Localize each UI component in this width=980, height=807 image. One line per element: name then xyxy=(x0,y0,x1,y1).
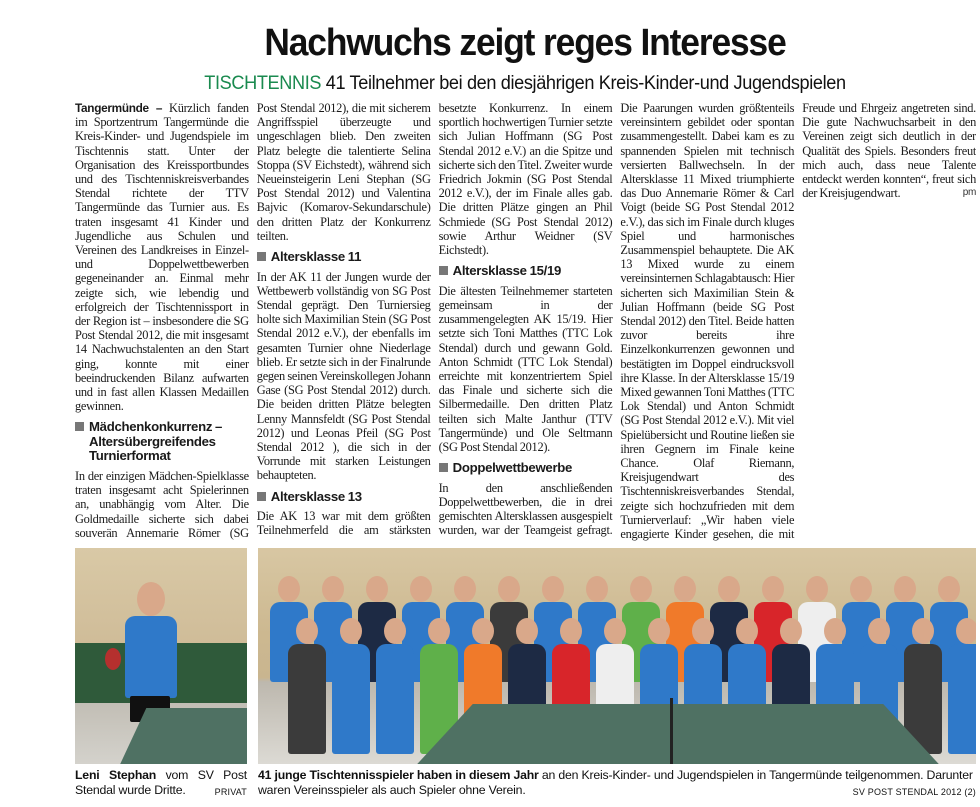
section-heading-text: Altersklasse 15/19 xyxy=(452,263,562,279)
section-heading-text: Altersklasse 11 xyxy=(270,249,362,265)
player-head xyxy=(384,618,406,644)
player-figure xyxy=(288,644,326,754)
section-text: In den anschließenden Doppelwettbewerben, die in drei gemischten Altersklassen ausgespielt wurden, war der Teamgeist gefragt. Die Paarungen wurden größtenteils vereinsintern gebildet oder spontan zusammengestellt. Dabei kam es zu spannenden Spielen mit technisch versierten Ballwechseln. In der Altersklasse 11 Mixed triumphierte das Duo Annemarie Römer & Carl Voigt (beide SG Post Stendal 2012 e.V.), das sich im Finale durch kluges Spiel und harmonisches Zusammenspiel behauptete. Die AK 13 Mixed wurde zu einem vereinsinternen Schlagabtausch: Hier sicherten sich Maximilian Stein & Julian Hoffmann (beide SG Post Stendal 2012) den Titel. Beide hatten zuvor bereits ihre Einzelkonkurrenzen gewonnen und bestätigten im Doppel eindrucksvoll ihre Klasse. In der Altersklasse 15/19 Mixed gewannen Toni Matthes (TTC Lok Stendal) und Anton Schmidt (SG Post Stendal 2012 e.V.). Mit viel Spielübersicht und Routine ließen sie ihren Gegnern im Finale keine Chance. Olaf Riemann, Kreisjugendwart des Tischtenniskreisverbandes Stendal, zeigte sich hochzufrieden mit dem Turnierverlauf: „Wir haben viele engagierte Kinder gesehen, die mit Freude und Ehrgeiz angetreten sind. Die gute Nachwuchsarbeit in den Vereinen zeigt sich deutlich in der Qualität des Spiels. Besonders freut mich auch, dass neue Talente entdeckt werden konnten“, freut sich der Kreisjugendwart. xyxy=(438,101,976,542)
article-body xyxy=(75,101,976,546)
player-head xyxy=(560,618,582,644)
player-head xyxy=(498,576,520,602)
player-head xyxy=(912,618,934,644)
section-paragraph: Die AK 13 war mit dem größten Teilnehmerfeld die am stärksten besetzte Konkurrenz. In einem sportlich hochwertigen Turnier setzte sich Julian Hoffmann (SG Post Stendal 2012 e.V.) an die Spitze und sicherte sich den Titel. Zweiter wurde Friedrich Jokmin (SG Post Stendal 2012 e.V.), der im Finale alles gab. Die dritten Plätze gingen an Phil Schmiede (SG Post Stendal 2012) sowie Arthur Weidner (SV Eichstedt). xyxy=(256,101,613,538)
player-head xyxy=(542,576,564,602)
headline: Nachwuchs zeigt reges Interesse xyxy=(264,22,786,64)
caption-bold: 41 junge Tischtennisspieler haben in diesem Jahr xyxy=(258,768,539,782)
player-figure xyxy=(332,644,370,754)
photo-left-caption xyxy=(75,768,247,800)
section-heading xyxy=(75,420,249,464)
caption-bold: Leni Stephan xyxy=(75,768,157,782)
table-net xyxy=(670,698,673,764)
square-bullet-icon xyxy=(257,252,266,261)
section-heading xyxy=(439,264,613,279)
player-head xyxy=(692,618,714,644)
section-heading-text: Altersklasse 13 xyxy=(270,488,362,504)
photo-group xyxy=(258,548,976,764)
square-bullet-icon xyxy=(439,463,448,472)
player-figure xyxy=(125,616,177,698)
caption-text: an den Kreis-Kinder- und Jugendspielen in Tangermünde teilgenommen. Darunter waren Vereinsspieler als auch Spieler ohne Verein. xyxy=(258,768,973,797)
player-head xyxy=(410,576,432,602)
section-heading-text: Mädchenkonkurrenz – Altersübergreifendes Turnierformat xyxy=(89,419,223,464)
player-head xyxy=(762,576,784,602)
player-head xyxy=(278,576,300,602)
player-head xyxy=(137,582,165,616)
player-head xyxy=(736,618,758,644)
subheadline xyxy=(37,72,980,95)
square-bullet-icon xyxy=(439,266,448,275)
section-paragraph: In der einzigen Mädchen-Spielklasse traten insgesamt acht Spielerinnen an, unabhängig vom Alter. Die Goldmedaille sicherte sich dabei souverän Annemarie Römer (SG Post Stendal 2012), die mit sicherem Angriffsspiel überzeugte und ungeschlagen blieb. Den zweiten Platz belegte die talentierte Selina Stoppa (SV Eichstedt), während sich Neueinsteigerin Leni Stephan (SG Post Stendal 2012) und Valentina Bajvic (Komarov-Sekundarschule) den dritten Platz der Konkurrenz teilten. xyxy=(75,101,431,540)
section-heading-text: Doppelwettbewerbe xyxy=(452,460,573,476)
dateline: Tangermünde – xyxy=(75,101,163,115)
photo-player-leni-stephan xyxy=(75,548,247,764)
player-head xyxy=(806,576,828,602)
square-bullet-icon xyxy=(257,492,266,501)
author-initials: pm xyxy=(962,187,976,199)
player-head xyxy=(674,576,696,602)
player-head xyxy=(366,576,388,602)
intro-paragraph xyxy=(75,101,249,413)
table-tennis-table xyxy=(408,704,948,764)
player-head xyxy=(516,618,538,644)
square-bullet-icon xyxy=(75,422,84,431)
player-head xyxy=(604,618,626,644)
player-figure xyxy=(376,644,414,754)
section-paragraph: Die ältesten Teilnehmemer starteten gemeinsam in der zusammengelegten AK 15/19. Hier setzte sich Toni Matthes (TTC Lok Stendal) durch und gewann Gold. Anton Schmidt (TTC Lok Stendal) erreichte mit konzentriertem Spiel das Finale und sicherte sich die Silbermedaille. Den dritten Platz teilten sich Malte Janthur (TTV Tangermünde) und Ole Seltmann (SG Post Stendal 2012). xyxy=(438,283,613,454)
player-head xyxy=(956,618,976,644)
player-head xyxy=(340,618,362,644)
kicker: TISCHTENNIS xyxy=(204,72,322,94)
player-head xyxy=(824,618,846,644)
player-head xyxy=(630,576,652,602)
subheadline-text: 41 Teilnehmer bei den diesjährigen Kreis-Kinder-und Jugendspielen xyxy=(325,72,846,94)
player-figure xyxy=(948,644,976,754)
player-head xyxy=(850,576,872,602)
section-paragraph: In der AK 11 der Jungen wurde der Wettbewerb vollständig von SG Post Stendal geprägt. Den Turniersieg holte sich Maximilian Stein (SG Post Stendal 2012 e.V.), der ebenfalls im gesamten Turnier ohne Niederlage blieb. Er setzte sich in der Finalrunde gegen seinen Vereinskollegen Johann Gase (SG Post Stendal 2012) durch. Die beiden dritten Plätze belegten Lenny Mannsfeldt (SG Post Stendal 2012) und Leonas Pfeil (SG Post Stendal 2012 ), die sich in der Vorrunde mit starken Leistungen behaupteten. xyxy=(256,269,431,483)
player-head xyxy=(780,618,802,644)
section-heading xyxy=(257,250,431,265)
player-head xyxy=(428,618,450,644)
photo-credit: PRIVAT xyxy=(214,787,247,797)
player-head xyxy=(648,618,670,644)
paddle-icon xyxy=(105,648,121,670)
player-head xyxy=(718,576,740,602)
caption-text: vom SV Post Stendal wurde Dritte. xyxy=(75,768,247,797)
section-heading xyxy=(439,461,613,476)
player-head xyxy=(454,576,476,602)
player-head xyxy=(586,576,608,602)
player-head xyxy=(296,618,318,644)
player-head xyxy=(868,618,890,644)
player-head xyxy=(322,576,344,602)
player-head xyxy=(472,618,494,644)
player-head xyxy=(894,576,916,602)
player-head xyxy=(938,576,960,602)
photo-credit: SV POST STENDAL 2012 (2) xyxy=(852,787,976,797)
intro-text: Kürzlich fanden im Sportzentrum Tangermünde die Kreis-Kinder- und Jugendspiele im Tischtennis statt. Unter der Organisation des Kreissportbundes und des Tischtenniskreisverbandes Stendal richtete der TTV Tangermünde das Turnier aus. Es traten insgesamt 41 Kinder und Jugendliche aus Schulen und Vereinen des Landkreises in Einzel- und Doppelwettbewerben gegeneinander an. Einmal mehr zeigte sich, wie lebendig und erfolgreich der Tischtennissport in der Region ist – insbesondere die SG Post Stendal 2012, die mit insgesamt 14 Nachwuchstalenten an den Start ging, konnte mit einer beeindruckenden Bilanz aufwarten und in fast allen Klassen Medaillen gewinnen. xyxy=(75,101,249,414)
section-heading xyxy=(257,490,431,505)
photo-right-caption xyxy=(258,768,976,800)
